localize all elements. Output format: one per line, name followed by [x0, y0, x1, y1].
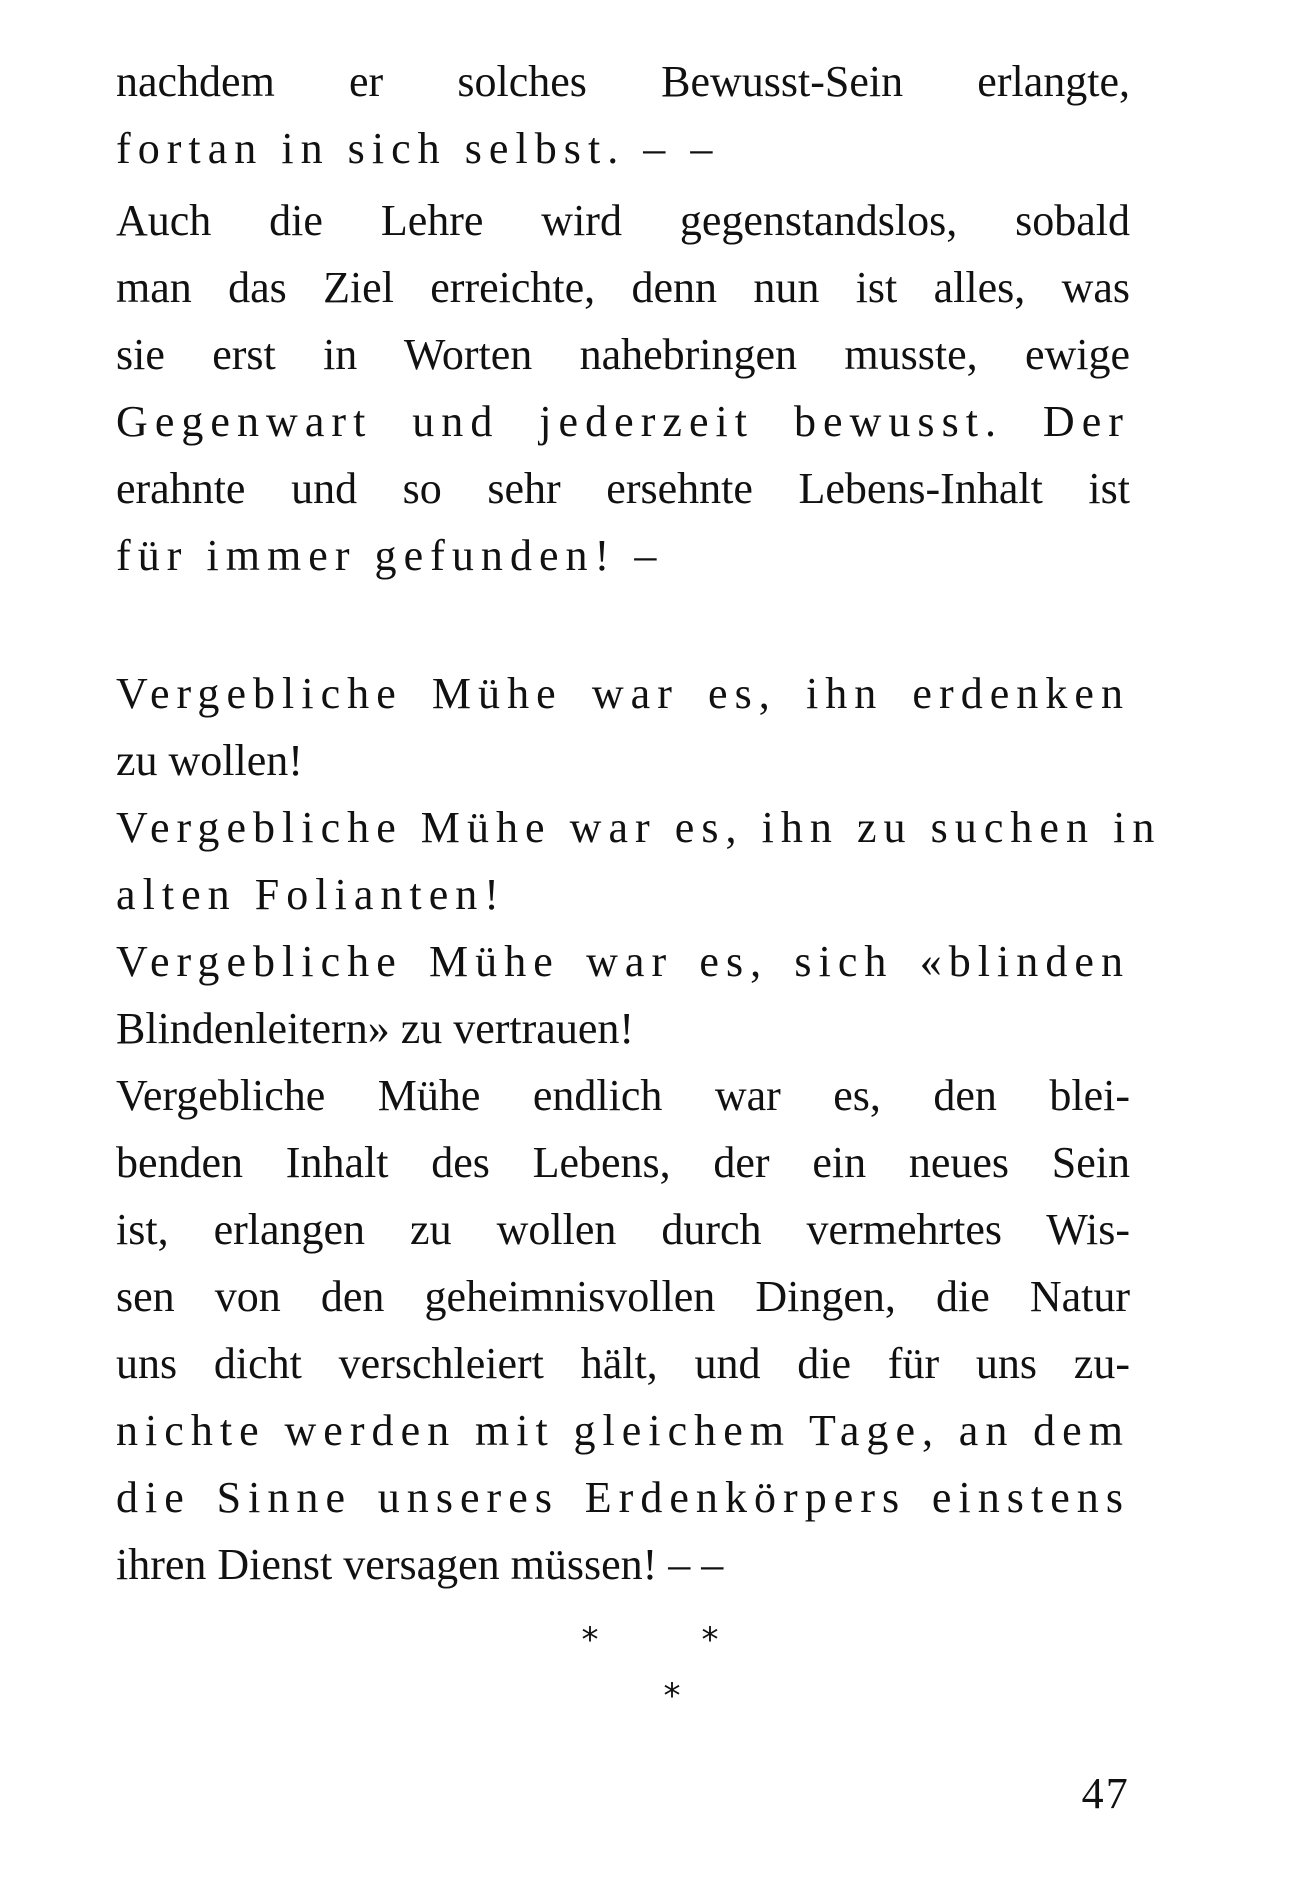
- paragraph-3: [116, 660, 1162, 1598]
- text-line: Vergebliche Mühe war es, ihn erdenken: [116, 669, 1130, 718]
- text-line: sie erst in Worten nahebringen musste, ewige: [116, 330, 1130, 379]
- text-line: uns dicht verschleiert hält, und die für uns zu-: [116, 1339, 1130, 1388]
- text-line: Vergebliche Mühe war es, ihn zu suchen in: [116, 803, 1162, 852]
- text-line: Auch die Lehre wird gegenstandslos, sobald: [116, 196, 1130, 245]
- asterism-bottom: [22, 1676, 1300, 1716]
- text-line: zu wollen!: [116, 736, 303, 785]
- text-line: ist, erlangen zu wollen durch vermehrtes Wis-: [116, 1205, 1130, 1254]
- asterism-star: *: [581, 1620, 599, 1660]
- asterism-star: *: [701, 1620, 719, 1660]
- text-line: nachdem er solches Bewusst-Sein erlangte,: [116, 57, 1130, 106]
- text-line: Gegenwart und jederzeit bewusst. Der: [116, 397, 1130, 446]
- text-line: für immer gefunden! –: [116, 531, 664, 580]
- text-line: Vergebliche Mühe war es, sich «blinden: [116, 937, 1130, 986]
- asterism-top: [0, 1620, 1300, 1660]
- text-line: Blindenleitern» zu vertrauen!: [116, 1004, 635, 1053]
- text-line: erahnte und so sehr ersehnte Lebens-Inhalt ist: [116, 464, 1130, 513]
- text-line: benden Inhalt des Lebens, der ein neues Sein: [116, 1138, 1130, 1187]
- text-line: man das Ziel erreichte, denn nun ist alles, was: [116, 263, 1130, 312]
- text-line: Vergebliche Mühe endlich war es, den blei-: [116, 1071, 1130, 1120]
- text-line: sen von den geheimnisvollen Dingen, die Natur: [116, 1272, 1130, 1321]
- asterism-star: *: [663, 1676, 681, 1716]
- page-number: 47: [1081, 1769, 1130, 1818]
- text-line: fortan in sich selbst. – –: [116, 124, 720, 173]
- text-line: alten Folianten!: [116, 870, 507, 919]
- paragraph-2: [116, 187, 1130, 589]
- text-line: die Sinne unseres Erdenkörpers einstens: [116, 1473, 1130, 1522]
- text-line: ihren Dienst versagen müssen! – –: [116, 1540, 724, 1589]
- text-line: nichte werden mit gleichem Tage, an dem: [116, 1406, 1130, 1455]
- paragraph-1: [116, 48, 1130, 182]
